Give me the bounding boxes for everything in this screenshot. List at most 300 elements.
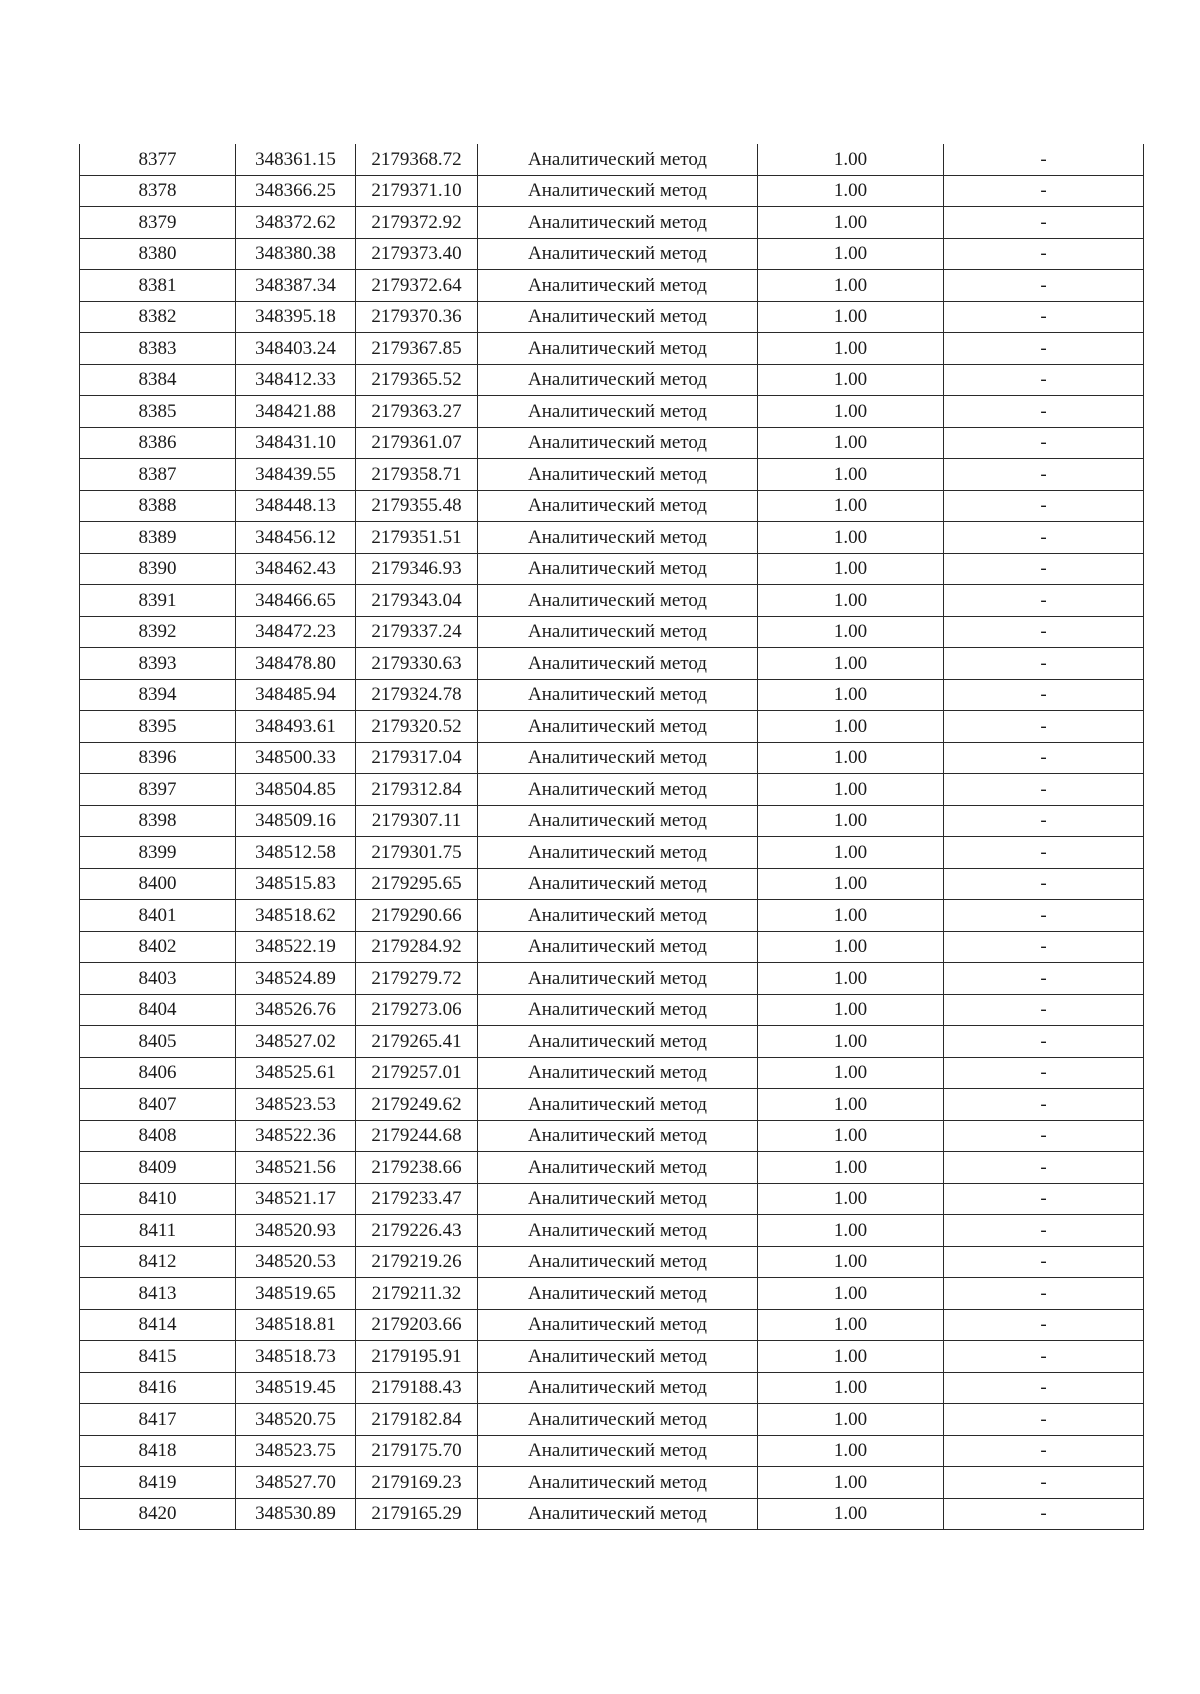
- table-row: [80, 144, 1144, 175]
- table-row: [80, 1467, 1144, 1499]
- note-cell: -: [944, 238, 1144, 270]
- x-coordinate-cell: 348526.76: [236, 994, 356, 1026]
- y-coordinate-cell: 2179367.85: [356, 333, 478, 365]
- method-cell: Аналитический метод: [478, 396, 758, 428]
- table-row: [80, 585, 1144, 617]
- accuracy-cell: 1.00: [758, 144, 944, 175]
- note-cell: -: [944, 711, 1144, 743]
- x-coordinate-cell: 348523.75: [236, 1435, 356, 1467]
- table-row: [80, 1372, 1144, 1404]
- x-coordinate-cell: 348366.25: [236, 175, 356, 207]
- point-number-cell: 8416: [80, 1372, 236, 1404]
- accuracy-cell: 1.00: [758, 1341, 944, 1373]
- method-cell: Аналитический метод: [478, 1089, 758, 1121]
- note-cell: -: [944, 1120, 1144, 1152]
- point-number-cell: 8391: [80, 585, 236, 617]
- table-row: [80, 1341, 1144, 1373]
- point-number-cell: 8385: [80, 396, 236, 428]
- accuracy-cell: 1.00: [758, 1309, 944, 1341]
- method-cell: Аналитический метод: [478, 1498, 758, 1530]
- note-cell: -: [944, 837, 1144, 869]
- x-coordinate-cell: 348387.34: [236, 270, 356, 302]
- method-cell: Аналитический метод: [478, 553, 758, 585]
- note-cell: -: [944, 742, 1144, 774]
- y-coordinate-cell: 2179307.11: [356, 805, 478, 837]
- point-number-cell: 8390: [80, 553, 236, 585]
- point-number-cell: 8406: [80, 1057, 236, 1089]
- table-row: [80, 1089, 1144, 1121]
- method-cell: Аналитический метод: [478, 1404, 758, 1436]
- point-number-cell: 8401: [80, 900, 236, 932]
- note-cell: -: [944, 459, 1144, 491]
- method-cell: Аналитический метод: [478, 459, 758, 491]
- point-number-cell: 8404: [80, 994, 236, 1026]
- method-cell: Аналитический метод: [478, 994, 758, 1026]
- x-coordinate-cell: 348412.33: [236, 364, 356, 396]
- point-number-cell: 8382: [80, 301, 236, 333]
- method-cell: Аналитический метод: [478, 931, 758, 963]
- x-coordinate-cell: 348509.16: [236, 805, 356, 837]
- method-cell: Аналитический метод: [478, 1435, 758, 1467]
- accuracy-cell: 1.00: [758, 333, 944, 365]
- note-cell: -: [944, 805, 1144, 837]
- point-number-cell: 8412: [80, 1246, 236, 1278]
- table-row: [80, 427, 1144, 459]
- note-cell: -: [944, 207, 1144, 239]
- x-coordinate-cell: 348518.81: [236, 1309, 356, 1341]
- y-coordinate-cell: 2179295.65: [356, 868, 478, 900]
- table-row: [80, 1435, 1144, 1467]
- accuracy-cell: 1.00: [758, 868, 944, 900]
- x-coordinate-cell: 348361.15: [236, 144, 356, 175]
- y-coordinate-cell: 2179249.62: [356, 1089, 478, 1121]
- note-cell: -: [944, 994, 1144, 1026]
- table-row: [80, 1278, 1144, 1310]
- point-number-cell: 8393: [80, 648, 236, 680]
- y-coordinate-cell: 2179203.66: [356, 1309, 478, 1341]
- accuracy-cell: 1.00: [758, 490, 944, 522]
- note-cell: -: [944, 1309, 1144, 1341]
- table-row: [80, 837, 1144, 869]
- accuracy-cell: 1.00: [758, 1498, 944, 1530]
- y-coordinate-cell: 2179279.72: [356, 963, 478, 995]
- coordinates-table-body: [80, 144, 1144, 1530]
- y-coordinate-cell: 2179226.43: [356, 1215, 478, 1247]
- x-coordinate-cell: 348522.19: [236, 931, 356, 963]
- note-cell: -: [944, 427, 1144, 459]
- x-coordinate-cell: 348518.73: [236, 1341, 356, 1373]
- y-coordinate-cell: 2179290.66: [356, 900, 478, 932]
- x-coordinate-cell: 348493.61: [236, 711, 356, 743]
- accuracy-cell: 1.00: [758, 396, 944, 428]
- accuracy-cell: 1.00: [758, 1089, 944, 1121]
- point-number-cell: 8377: [80, 144, 236, 175]
- point-number-cell: 8395: [80, 711, 236, 743]
- x-coordinate-cell: 348448.13: [236, 490, 356, 522]
- y-coordinate-cell: 2179317.04: [356, 742, 478, 774]
- note-cell: -: [944, 900, 1144, 932]
- accuracy-cell: 1.00: [758, 364, 944, 396]
- note-cell: -: [944, 931, 1144, 963]
- accuracy-cell: 1.00: [758, 931, 944, 963]
- point-number-cell: 8396: [80, 742, 236, 774]
- method-cell: Аналитический метод: [478, 679, 758, 711]
- point-number-cell: 8408: [80, 1120, 236, 1152]
- x-coordinate-cell: 348518.62: [236, 900, 356, 932]
- point-number-cell: 8418: [80, 1435, 236, 1467]
- y-coordinate-cell: 2179238.66: [356, 1152, 478, 1184]
- note-cell: -: [944, 1057, 1144, 1089]
- accuracy-cell: 1.00: [758, 301, 944, 333]
- table-row: [80, 963, 1144, 995]
- x-coordinate-cell: 348462.43: [236, 553, 356, 585]
- point-number-cell: 8392: [80, 616, 236, 648]
- method-cell: Аналитический метод: [478, 868, 758, 900]
- accuracy-cell: 1.00: [758, 522, 944, 554]
- point-number-cell: 8380: [80, 238, 236, 270]
- y-coordinate-cell: 2179373.40: [356, 238, 478, 270]
- x-coordinate-cell: 348403.24: [236, 333, 356, 365]
- y-coordinate-cell: 2179257.01: [356, 1057, 478, 1089]
- x-coordinate-cell: 348519.65: [236, 1278, 356, 1310]
- point-number-cell: 8378: [80, 175, 236, 207]
- y-coordinate-cell: 2179188.43: [356, 1372, 478, 1404]
- method-cell: Аналитический метод: [478, 238, 758, 270]
- point-number-cell: 8410: [80, 1183, 236, 1215]
- x-coordinate-cell: 348519.45: [236, 1372, 356, 1404]
- y-coordinate-cell: 2179265.41: [356, 1026, 478, 1058]
- x-coordinate-cell: 348504.85: [236, 774, 356, 806]
- point-number-cell: 8386: [80, 427, 236, 459]
- method-cell: Аналитический метод: [478, 144, 758, 175]
- table-row: [80, 648, 1144, 680]
- accuracy-cell: 1.00: [758, 963, 944, 995]
- method-cell: Аналитический метод: [478, 364, 758, 396]
- method-cell: Аналитический метод: [478, 1120, 758, 1152]
- accuracy-cell: 1.00: [758, 553, 944, 585]
- accuracy-cell: 1.00: [758, 1152, 944, 1184]
- table-row: [80, 1215, 1144, 1247]
- note-cell: -: [944, 1341, 1144, 1373]
- x-coordinate-cell: 348478.80: [236, 648, 356, 680]
- x-coordinate-cell: 348439.55: [236, 459, 356, 491]
- y-coordinate-cell: 2179284.92: [356, 931, 478, 963]
- note-cell: -: [944, 175, 1144, 207]
- table-row: [80, 522, 1144, 554]
- y-coordinate-cell: 2179358.71: [356, 459, 478, 491]
- y-coordinate-cell: 2179165.29: [356, 1498, 478, 1530]
- accuracy-cell: 1.00: [758, 616, 944, 648]
- y-coordinate-cell: 2179195.91: [356, 1341, 478, 1373]
- note-cell: -: [944, 585, 1144, 617]
- x-coordinate-cell: 348500.33: [236, 742, 356, 774]
- y-coordinate-cell: 2179370.36: [356, 301, 478, 333]
- y-coordinate-cell: 2179346.93: [356, 553, 478, 585]
- method-cell: Аналитический метод: [478, 207, 758, 239]
- table-row: [80, 1183, 1144, 1215]
- note-cell: -: [944, 553, 1144, 585]
- y-coordinate-cell: 2179312.84: [356, 774, 478, 806]
- method-cell: Аналитический метод: [478, 648, 758, 680]
- method-cell: Аналитический метод: [478, 774, 758, 806]
- note-cell: -: [944, 1435, 1144, 1467]
- accuracy-cell: 1.00: [758, 1404, 944, 1436]
- note-cell: -: [944, 1089, 1144, 1121]
- accuracy-cell: 1.00: [758, 1372, 944, 1404]
- y-coordinate-cell: 2179368.72: [356, 144, 478, 175]
- y-coordinate-cell: 2179372.64: [356, 270, 478, 302]
- y-coordinate-cell: 2179233.47: [356, 1183, 478, 1215]
- point-number-cell: 8379: [80, 207, 236, 239]
- x-coordinate-cell: 348431.10: [236, 427, 356, 459]
- y-coordinate-cell: 2179371.10: [356, 175, 478, 207]
- table-row: [80, 459, 1144, 491]
- method-cell: Аналитический метод: [478, 900, 758, 932]
- point-number-cell: 8413: [80, 1278, 236, 1310]
- table-row: [80, 900, 1144, 932]
- note-cell: -: [944, 1498, 1144, 1530]
- x-coordinate-cell: 348530.89: [236, 1498, 356, 1530]
- y-coordinate-cell: 2179351.51: [356, 522, 478, 554]
- point-number-cell: 8398: [80, 805, 236, 837]
- y-coordinate-cell: 2179182.84: [356, 1404, 478, 1436]
- table-row: [80, 679, 1144, 711]
- method-cell: Аналитический метод: [478, 1152, 758, 1184]
- note-cell: -: [944, 1152, 1144, 1184]
- x-coordinate-cell: 348456.12: [236, 522, 356, 554]
- method-cell: Аналитический метод: [478, 963, 758, 995]
- x-coordinate-cell: 348522.36: [236, 1120, 356, 1152]
- note-cell: -: [944, 648, 1144, 680]
- accuracy-cell: 1.00: [758, 742, 944, 774]
- y-coordinate-cell: 2179330.63: [356, 648, 478, 680]
- x-coordinate-cell: 348395.18: [236, 301, 356, 333]
- point-number-cell: 8411: [80, 1215, 236, 1247]
- note-cell: -: [944, 522, 1144, 554]
- note-cell: -: [944, 1215, 1144, 1247]
- point-number-cell: 8407: [80, 1089, 236, 1121]
- y-coordinate-cell: 2179361.07: [356, 427, 478, 459]
- accuracy-cell: 1.00: [758, 175, 944, 207]
- note-cell: -: [944, 868, 1144, 900]
- y-coordinate-cell: 2179324.78: [356, 679, 478, 711]
- table-row: [80, 742, 1144, 774]
- method-cell: Аналитический метод: [478, 1372, 758, 1404]
- accuracy-cell: 1.00: [758, 1467, 944, 1499]
- table-row: [80, 1120, 1144, 1152]
- x-coordinate-cell: 348527.02: [236, 1026, 356, 1058]
- point-number-cell: 8405: [80, 1026, 236, 1058]
- accuracy-cell: 1.00: [758, 270, 944, 302]
- table-row: [80, 1057, 1144, 1089]
- method-cell: Аналитический метод: [478, 522, 758, 554]
- accuracy-cell: 1.00: [758, 1435, 944, 1467]
- method-cell: Аналитический метод: [478, 1246, 758, 1278]
- table-row: [80, 1152, 1144, 1184]
- note-cell: -: [944, 1278, 1144, 1310]
- y-coordinate-cell: 2179175.70: [356, 1435, 478, 1467]
- note-cell: -: [944, 1246, 1144, 1278]
- method-cell: Аналитический метод: [478, 1026, 758, 1058]
- accuracy-cell: 1.00: [758, 1215, 944, 1247]
- y-coordinate-cell: 2179355.48: [356, 490, 478, 522]
- table-row: [80, 805, 1144, 837]
- table-row: [80, 207, 1144, 239]
- x-coordinate-cell: 348472.23: [236, 616, 356, 648]
- x-coordinate-cell: 348521.17: [236, 1183, 356, 1215]
- accuracy-cell: 1.00: [758, 1057, 944, 1089]
- x-coordinate-cell: 348521.56: [236, 1152, 356, 1184]
- point-number-cell: 8402: [80, 931, 236, 963]
- point-number-cell: 8394: [80, 679, 236, 711]
- y-coordinate-cell: 2179363.27: [356, 396, 478, 428]
- method-cell: Аналитический метод: [478, 1309, 758, 1341]
- table-row: [80, 270, 1144, 302]
- method-cell: Аналитический метод: [478, 490, 758, 522]
- y-coordinate-cell: 2179337.24: [356, 616, 478, 648]
- note-cell: -: [944, 1183, 1144, 1215]
- table-row: [80, 711, 1144, 743]
- note-cell: -: [944, 364, 1144, 396]
- point-number-cell: 8415: [80, 1341, 236, 1373]
- note-cell: -: [944, 774, 1144, 806]
- accuracy-cell: 1.00: [758, 805, 944, 837]
- method-cell: Аналитический метод: [478, 742, 758, 774]
- point-number-cell: 8400: [80, 868, 236, 900]
- point-number-cell: 8417: [80, 1404, 236, 1436]
- point-number-cell: 8381: [80, 270, 236, 302]
- method-cell: Аналитический метод: [478, 711, 758, 743]
- note-cell: -: [944, 1372, 1144, 1404]
- table-row: [80, 774, 1144, 806]
- y-coordinate-cell: 2179320.52: [356, 711, 478, 743]
- point-number-cell: 8388: [80, 490, 236, 522]
- table-row: [80, 238, 1144, 270]
- note-cell: -: [944, 270, 1144, 302]
- method-cell: Аналитический метод: [478, 1183, 758, 1215]
- accuracy-cell: 1.00: [758, 1278, 944, 1310]
- point-number-cell: 8419: [80, 1467, 236, 1499]
- x-coordinate-cell: 348520.53: [236, 1246, 356, 1278]
- point-number-cell: 8387: [80, 459, 236, 491]
- point-number-cell: 8409: [80, 1152, 236, 1184]
- accuracy-cell: 1.00: [758, 585, 944, 617]
- table-row: [80, 490, 1144, 522]
- x-coordinate-cell: 348527.70: [236, 1467, 356, 1499]
- y-coordinate-cell: 2179372.92: [356, 207, 478, 239]
- y-coordinate-cell: 2179211.32: [356, 1278, 478, 1310]
- y-coordinate-cell: 2179219.26: [356, 1246, 478, 1278]
- point-number-cell: 8414: [80, 1309, 236, 1341]
- point-number-cell: 8389: [80, 522, 236, 554]
- method-cell: Аналитический метод: [478, 585, 758, 617]
- table-row: [80, 175, 1144, 207]
- accuracy-cell: 1.00: [758, 238, 944, 270]
- x-coordinate-cell: 348520.75: [236, 1404, 356, 1436]
- coordinates-table: [79, 144, 1144, 1530]
- x-coordinate-cell: 348523.53: [236, 1089, 356, 1121]
- accuracy-cell: 1.00: [758, 427, 944, 459]
- table-row: [80, 1246, 1144, 1278]
- x-coordinate-cell: 348520.93: [236, 1215, 356, 1247]
- accuracy-cell: 1.00: [758, 1120, 944, 1152]
- accuracy-cell: 1.00: [758, 774, 944, 806]
- table-row: [80, 553, 1144, 585]
- note-cell: -: [944, 616, 1144, 648]
- accuracy-cell: 1.00: [758, 1026, 944, 1058]
- point-number-cell: 8420: [80, 1498, 236, 1530]
- note-cell: -: [944, 1467, 1144, 1499]
- table-row: [80, 396, 1144, 428]
- method-cell: Аналитический метод: [478, 301, 758, 333]
- x-coordinate-cell: 348380.38: [236, 238, 356, 270]
- table-row: [80, 1309, 1144, 1341]
- table-row: [80, 1026, 1144, 1058]
- x-coordinate-cell: 348515.83: [236, 868, 356, 900]
- note-cell: -: [944, 1404, 1144, 1436]
- x-coordinate-cell: 348512.58: [236, 837, 356, 869]
- method-cell: Аналитический метод: [478, 270, 758, 302]
- note-cell: -: [944, 301, 1144, 333]
- note-cell: -: [944, 396, 1144, 428]
- method-cell: Аналитический метод: [478, 805, 758, 837]
- accuracy-cell: 1.00: [758, 459, 944, 491]
- x-coordinate-cell: 348485.94: [236, 679, 356, 711]
- method-cell: Аналитический метод: [478, 427, 758, 459]
- x-coordinate-cell: 348466.65: [236, 585, 356, 617]
- note-cell: -: [944, 1026, 1144, 1058]
- point-number-cell: 8399: [80, 837, 236, 869]
- accuracy-cell: 1.00: [758, 900, 944, 932]
- method-cell: Аналитический метод: [478, 1057, 758, 1089]
- y-coordinate-cell: 2179169.23: [356, 1467, 478, 1499]
- x-coordinate-cell: 348372.62: [236, 207, 356, 239]
- point-number-cell: 8384: [80, 364, 236, 396]
- y-coordinate-cell: 2179301.75: [356, 837, 478, 869]
- x-coordinate-cell: 348524.89: [236, 963, 356, 995]
- method-cell: Аналитический метод: [478, 1278, 758, 1310]
- accuracy-cell: 1.00: [758, 837, 944, 869]
- table-row: [80, 931, 1144, 963]
- note-cell: -: [944, 490, 1144, 522]
- accuracy-cell: 1.00: [758, 711, 944, 743]
- table-row: [80, 1404, 1144, 1436]
- method-cell: Аналитический метод: [478, 1467, 758, 1499]
- y-coordinate-cell: 2179343.04: [356, 585, 478, 617]
- table-row: [80, 868, 1144, 900]
- note-cell: -: [944, 144, 1144, 175]
- accuracy-cell: 1.00: [758, 679, 944, 711]
- x-coordinate-cell: 348421.88: [236, 396, 356, 428]
- method-cell: Аналитический метод: [478, 175, 758, 207]
- accuracy-cell: 1.00: [758, 1183, 944, 1215]
- y-coordinate-cell: 2179244.68: [356, 1120, 478, 1152]
- accuracy-cell: 1.00: [758, 994, 944, 1026]
- accuracy-cell: 1.00: [758, 207, 944, 239]
- table-row: [80, 364, 1144, 396]
- table-row: [80, 301, 1144, 333]
- point-number-cell: 8397: [80, 774, 236, 806]
- y-coordinate-cell: 2179365.52: [356, 364, 478, 396]
- note-cell: -: [944, 963, 1144, 995]
- table-row: [80, 333, 1144, 365]
- method-cell: Аналитический метод: [478, 1215, 758, 1247]
- method-cell: Аналитический метод: [478, 837, 758, 869]
- note-cell: -: [944, 679, 1144, 711]
- accuracy-cell: 1.00: [758, 1246, 944, 1278]
- x-coordinate-cell: 348525.61: [236, 1057, 356, 1089]
- method-cell: Аналитический метод: [478, 616, 758, 648]
